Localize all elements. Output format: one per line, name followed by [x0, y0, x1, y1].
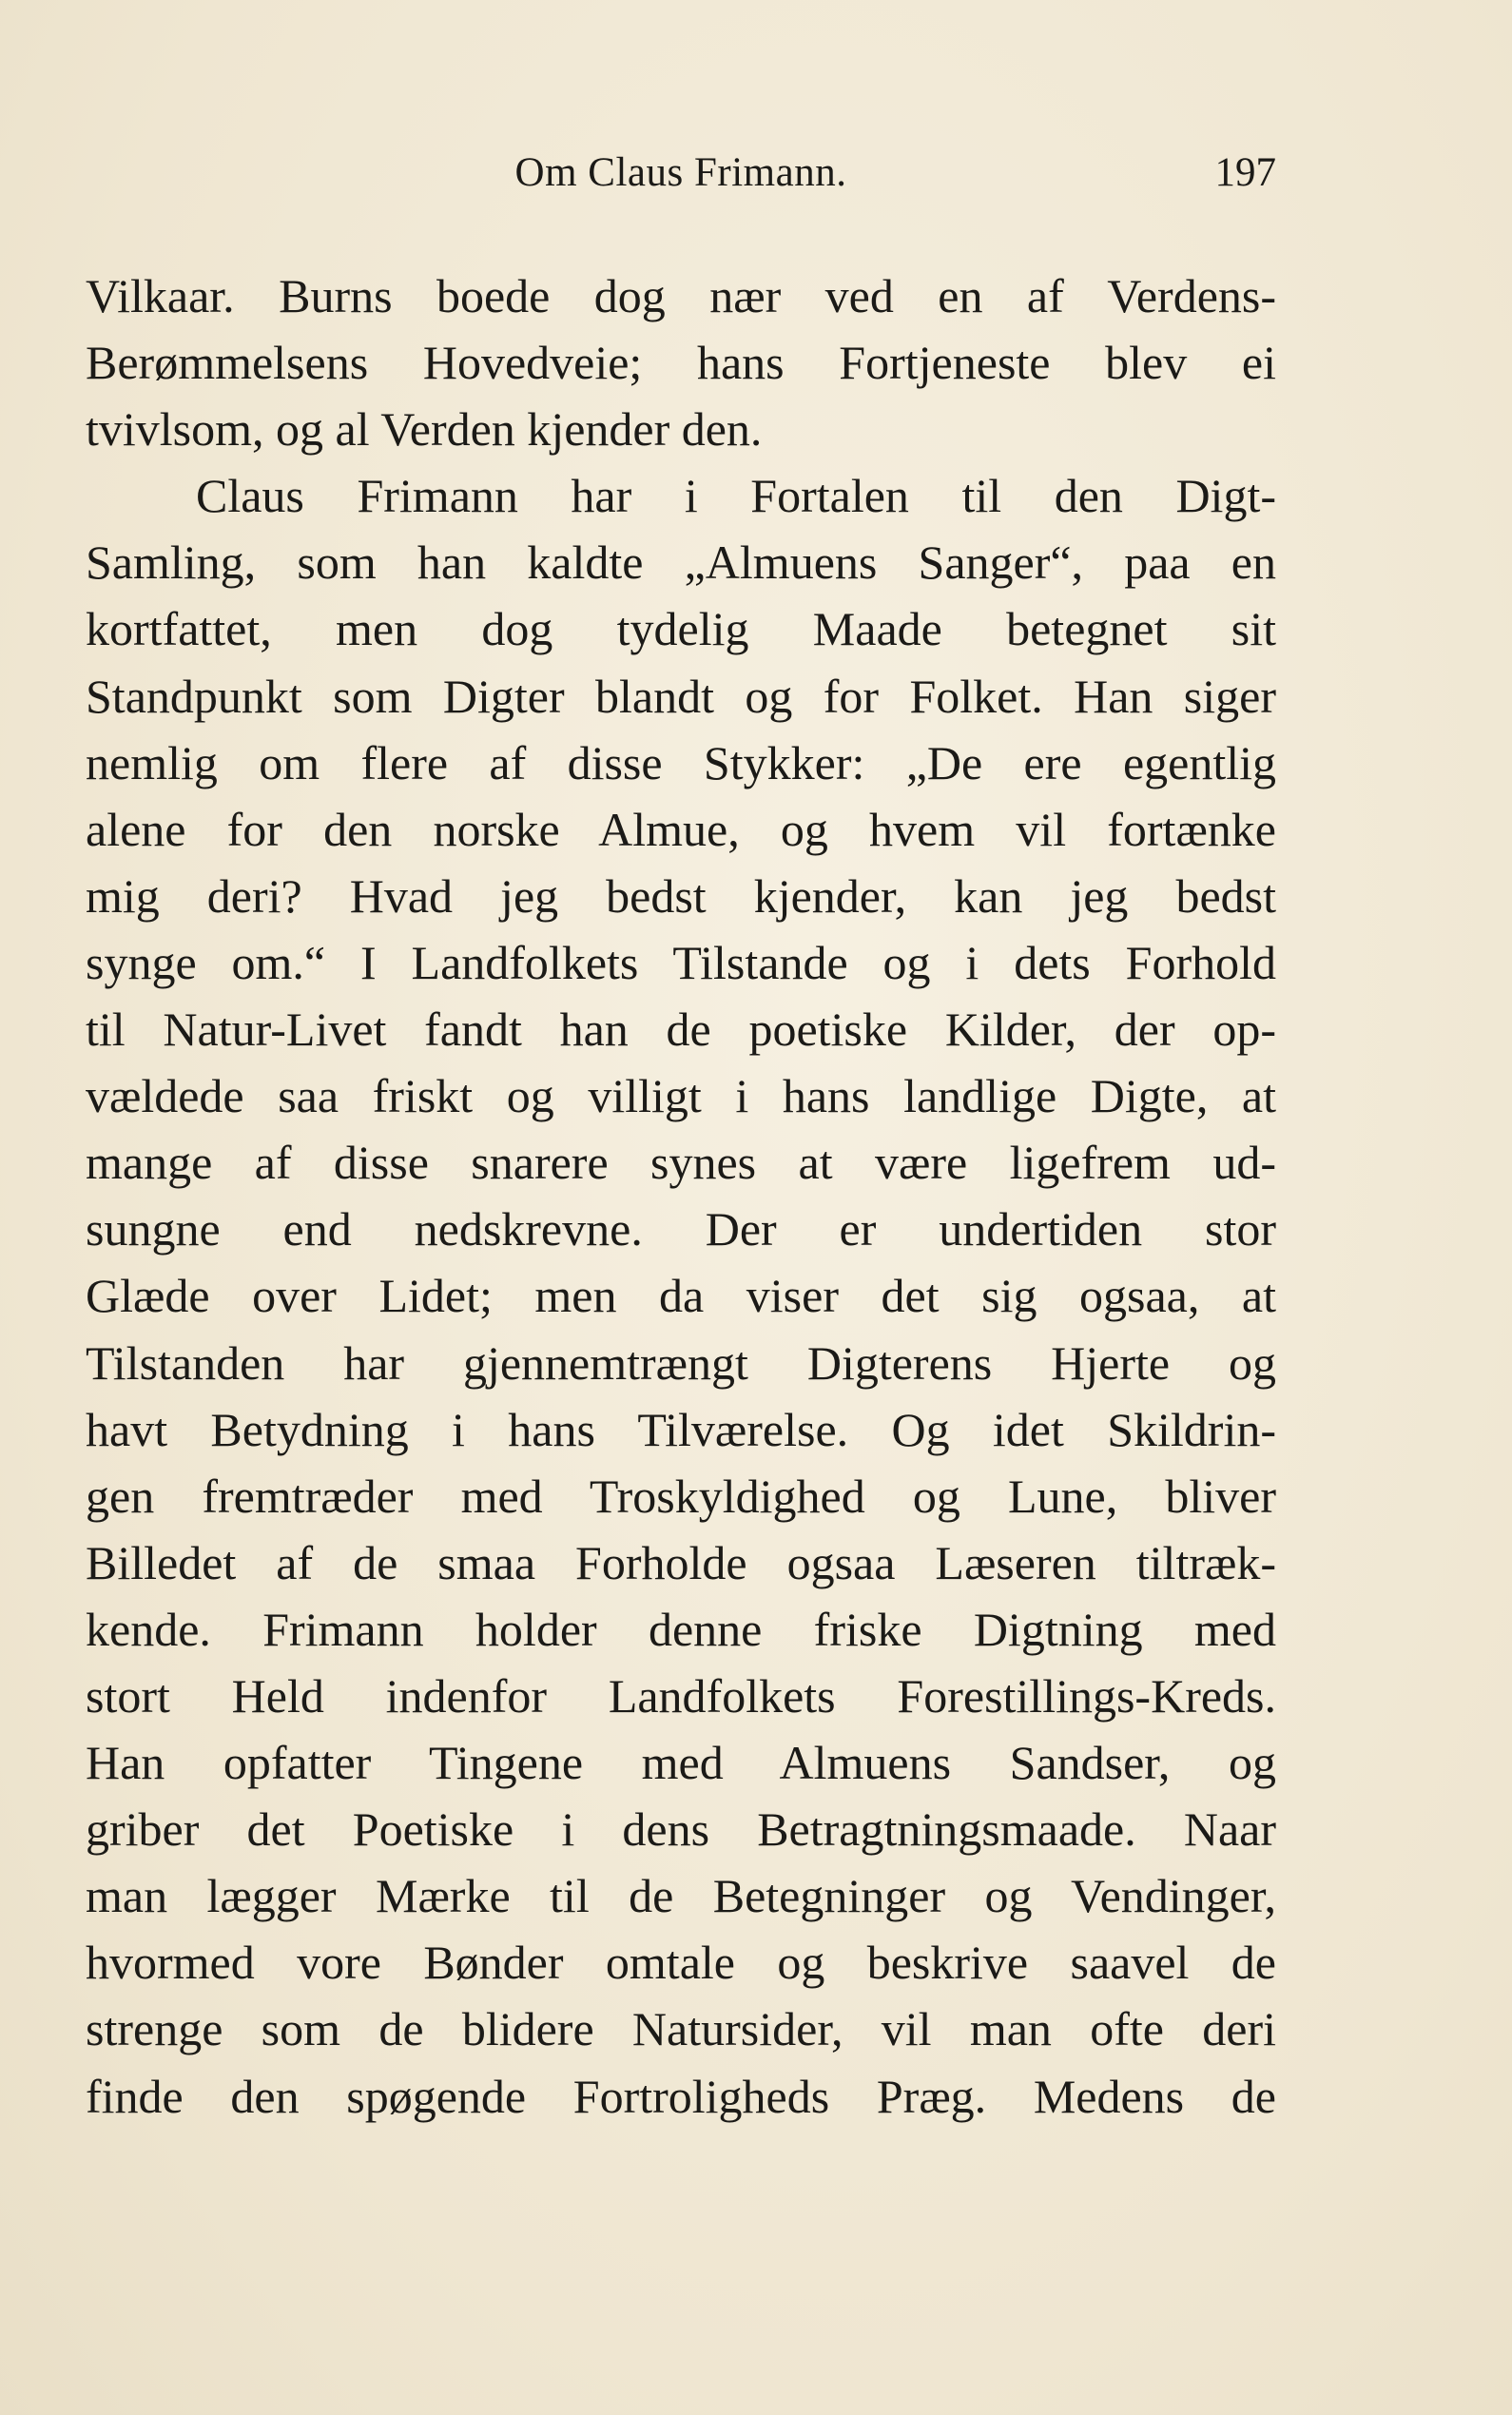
- text-line: Tilstanden har gjennemtrængt Digterens Hjerte og: [86, 1335, 1276, 1390]
- text-line: Han opfatter Tingene med Almuens Sandser, og: [86, 1736, 1276, 1790]
- text-line: stort Held indenfor Landfolkets Forestillings-Kreds.: [86, 1668, 1276, 1723]
- text-line: alene for den norske Almue, og hvem vil fortænke: [86, 802, 1276, 856]
- text-line: Samling, som han kaldte „Almuens Sanger“, paa en: [86, 536, 1276, 590]
- text-line: hvormed vore Bønder omtale og beskrive saavel de: [86, 1936, 1276, 1990]
- text-line: griber det Poetiske i dens Betragtningsmaade. Naar: [86, 1802, 1276, 1857]
- text-line: til Natur-Livet fandt han de poetiske Kilder, der op-: [86, 1003, 1276, 1057]
- text-line: man lægger Mærke til de Betegninger og Vendinger,: [86, 1869, 1276, 1923]
- text-line: Standpunkt som Digter blandt og for Folket. Han siger: [86, 669, 1276, 723]
- text-line: synge om.“ I Landfolkets Tilstande og i dets Forhold: [86, 935, 1276, 989]
- text-line: sungne end nedskrevne. Der er undertiden stor: [86, 1202, 1276, 1256]
- running-head: [86, 145, 1276, 202]
- text-line: finde den spøgende Fortroligheds Præg. Medens de: [86, 2069, 1276, 2123]
- text-line: Vilkaar. Burns boede dog nær ved en af Verdens-: [86, 269, 1276, 322]
- text-line: havt Betydning i hans Tilværelse. Og idet Skildrin-: [86, 1402, 1276, 1456]
- text-line: tvivlsom, og al Verden kjender den.: [86, 402, 763, 457]
- text-line: kortfattet, men dog tydelig Maade betegnet sit: [86, 602, 1276, 656]
- text-line: gen fremtræder med Troskyldighed og Lune, bliver: [86, 1469, 1276, 1523]
- text-line: vældede saa friskt og villigt i hans landlige Digte, at: [86, 1069, 1276, 1123]
- text-line: nemlig om flere af disse Stykker: „De ere egentlig: [86, 735, 1276, 789]
- text-line: strenge som de blidere Natursider, vil man ofte deri: [86, 2002, 1276, 2056]
- text-line: Berømmelsens Hovedveie; hans Fortjeneste blev ei: [86, 336, 1276, 390]
- text-line: Claus Frimann har i Fortalen til den Digt-: [196, 469, 1276, 523]
- running-title: Om Claus Frimann.: [514, 150, 847, 195]
- page-number: 197: [1214, 150, 1276, 195]
- text-line: mig deri? Hvad jeg bedst kjender, kan jeg bedst: [86, 868, 1276, 923]
- text-line: kende. Frimann holder denne friske Digtning med: [86, 1602, 1276, 1656]
- text-line: Glæde over Lidet; men da viser det sig ogsaa, at: [86, 1269, 1276, 1323]
- body-text: [86, 263, 1276, 2130]
- text-line: Billedet af de smaa Forholde ogsaa Læseren tiltræk-: [86, 1535, 1276, 1589]
- text-line: mange af disse snarere synes at være ligefrem ud-: [86, 1136, 1276, 1190]
